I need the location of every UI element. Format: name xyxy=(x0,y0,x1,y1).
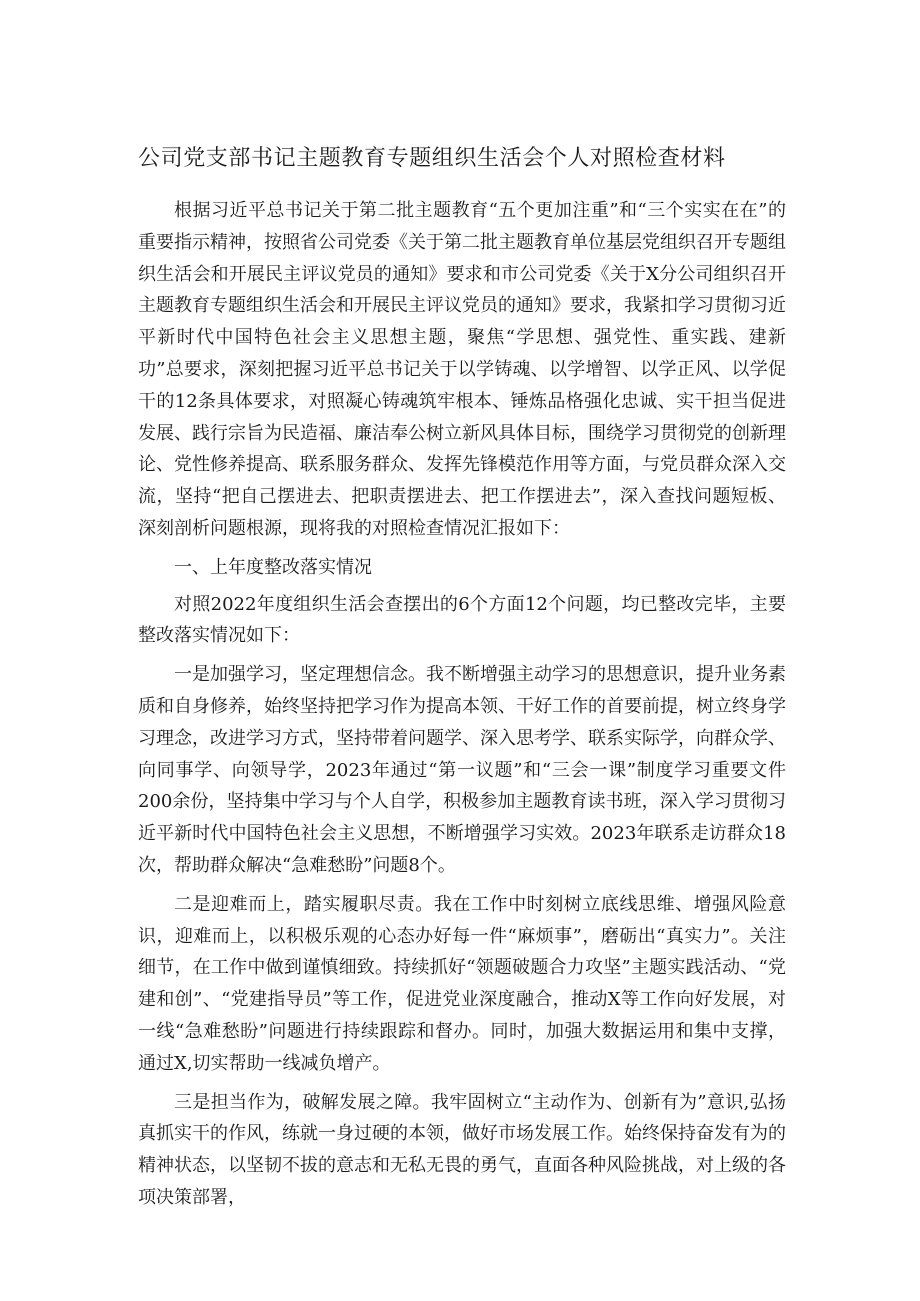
document-title: 公司党支部书记主题教育专题组织生活会个人对照检查材料 xyxy=(138,146,726,171)
document-body xyxy=(138,195,786,1221)
section-heading-1: 一、上年度整改落实情况 xyxy=(174,556,372,578)
paragraph-item-2: 二是迎难而上，踏实履职尽责。我在工作中时刻树立底线思维、增强风险意识，迎难而上，以积极乐观的心态办好每一件“麻烦事”，磨砺出“真实力”。关注细节，在工作中做到谨慎细致。持续抓好“领题破题合力攻坚”主题实践活动、“党建和创”、“党建指导员”等工作，促进党业深度融合，推动X等工作向好发展，对一线“急难愁盼”问题进行持续跟踪和督办。同时，加强大数据运用和集中支撑，通过X,切实帮助一线减负增产。 xyxy=(138,893,786,1074)
paragraph-item-3: 三是担当作为，破解发展之障。我牢固树立“主动作为、创新有为”意识,弘扬真抓实干的作风，练就一身过硬的本领，做好市场发展工作。始终保持奋发有为的精神状态，以坚韧不拔的意志和无私无畏的勇气，直面各种风险挑战，对上级的各项决策部署， xyxy=(138,1091,786,1208)
paragraph-intro: 根据习近平总书记关于第二批主题教育“五个更加注重”和“三个实实在在”的重要指示精神，按照省公司党委《关于第二批主题教育单位基层党组织召开专题组织生活会和开展民主评议党员的通知》要求和市公司党委《关于X分公司组织召开主题教育专题组织生活会和开展民主评议党员的通知》要求，我紧扣学习贯彻习近平新时代中国特色社会主义思想主题，聚焦“学思想、强党性、重实践、建新功”总要求，深刻把握习近平总书记关于以学铸魂、以学增智、以学正风、以学促干的12条具体要求，对照凝心铸魂筑牢根本、锤炼品格强化忠诚、实干担当促进发展、践行宗旨为民造福、廉洁奉公树立新风具体目标，围绕学习贯彻党的创新理论、党性修养提高、联系服务群众、发挥先锋模范作用等方面，与党员群众深入交流，坚持“把自己摆进去、把职责摆进去、把工作摆进去”，深入查找问题短板、深刻剖析问题根源，现将我的对照检查情况汇报如下： xyxy=(138,200,786,539)
paragraph-summary: 对照2022年度组织生活会查摆出的6个方面12个问题，均已整改完毕，主要整改落实情况如下： xyxy=(138,593,786,647)
paragraph-item-1: 一是加强学习，坚定理想信念。我不断增强主动学习的思想意识，提升业务素质和自身修养，始终坚持把学习作为提高本领、干好工作的首要前提，树立终身学习理念，改进学习方式，坚持带着问题学、深入思考学、联系实际学，向群众学、向同事学、向领导学，2023年通过“第一议题”和“三会一课”制度学习重要文件200余份，坚持集中学习与个人自学，积极参加主题教育读书班，深入学习贯彻习近平新时代中国特色社会主义思想，不断增强学习实效。2023年联系走访群众18次，帮助群众解决“急难愁盼”问题8个。 xyxy=(138,664,786,876)
